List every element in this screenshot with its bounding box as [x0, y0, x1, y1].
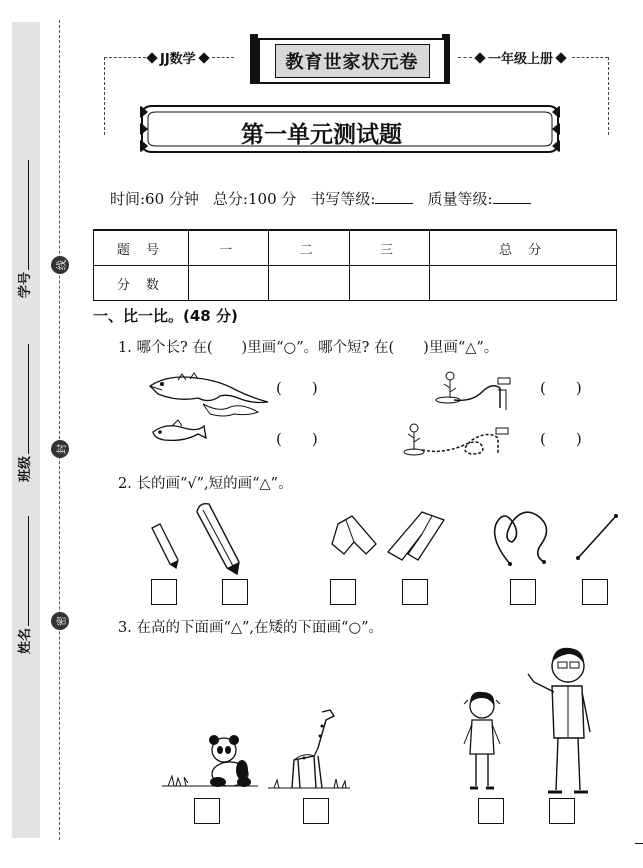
answer-box-curly-string[interactable] — [510, 579, 536, 605]
score-cell[interactable] — [189, 266, 269, 301]
student-id-field[interactable] — [14, 160, 33, 298]
section-heading: 一、比一比。(48 分) — [93, 307, 238, 325]
question-1: 1. 哪个长? 在( )里画“○”。哪个短? 在( )里画“△”。 — [118, 340, 499, 356]
score-cell[interactable] — [269, 266, 349, 301]
table-header-cell: 题 号 — [94, 230, 189, 266]
giraffe-icon — [264, 708, 354, 792]
answer-paren-short-hose[interactable]: ( ) — [540, 379, 582, 397]
score-table-score-row — [94, 266, 617, 301]
score-table-header-row — [94, 230, 617, 266]
man-icon — [524, 642, 594, 798]
banner-left-cap — [250, 34, 258, 84]
score-row-label: 分 数 — [94, 266, 189, 301]
question-2: 2. 长的画“√”,短的画“△”。 — [118, 476, 293, 492]
series-title: 教育世家状元卷 — [275, 44, 430, 78]
score-cell[interactable] — [349, 266, 429, 301]
publisher-tag — [148, 48, 234, 67]
answer-box-short-pants[interactable] — [330, 579, 356, 605]
class-field[interactable] — [14, 344, 33, 482]
page-corner-mark — [635, 843, 643, 844]
table-header-cell: 二 — [269, 230, 349, 266]
answer-box-panda[interactable] — [194, 798, 220, 824]
name-label: 姓名 — [18, 627, 33, 654]
student-id-label: 学号 — [18, 271, 33, 298]
exam-total: 总分:100 分 — [212, 190, 297, 208]
exam-time: 时间:60 分钟 — [110, 190, 199, 208]
answer-paren-long-fish[interactable]: ( ) — [276, 379, 318, 397]
diamond-icon — [555, 52, 566, 63]
answer-box-long-pants[interactable] — [402, 579, 428, 605]
answer-paren-short-fish[interactable]: ( ) — [276, 430, 318, 448]
curly-string-icon — [488, 510, 554, 566]
straight-string-icon — [574, 512, 620, 562]
long-fish-icon — [148, 368, 270, 448]
diamond-icon — [474, 52, 485, 63]
girl-icon — [460, 688, 506, 794]
score-cell[interactable] — [430, 266, 617, 301]
quality-grade-field[interactable] — [427, 188, 530, 209]
flower-hose-icon — [402, 368, 522, 458]
panda-icon — [160, 732, 260, 790]
seal-mark-line: 线 — [51, 256, 69, 274]
publisher-tag-text: JJ数学 — [160, 52, 196, 67]
diamond-icon — [198, 52, 209, 63]
answer-paren-long-hose[interactable]: ( ) — [540, 430, 582, 448]
grade-tag-text: 一年级上册 — [488, 52, 554, 67]
header-dash-right — [572, 57, 608, 58]
class-label: 班级 — [18, 455, 33, 482]
question-3: 3. 在高的下面画“△”,在矮的下面画“○”。 — [118, 620, 384, 636]
quality-grade-label: 质量等级: — [427, 190, 493, 208]
answer-box-long-pencil[interactable] — [222, 579, 248, 605]
exam-meta — [110, 188, 531, 209]
answer-box-girl[interactable] — [478, 798, 504, 824]
diamond-icon — [146, 52, 157, 63]
page-title: 第一单元测试题 — [241, 121, 402, 148]
seal-mark-secret: 密 — [51, 612, 69, 630]
answer-box-man[interactable] — [549, 798, 575, 824]
long-pencil-icon — [195, 500, 243, 576]
answer-box-giraffe[interactable] — [303, 798, 329, 824]
writing-grade-field[interactable] — [310, 188, 413, 209]
table-header-cell: 一 — [189, 230, 269, 266]
short-pencil-icon — [150, 522, 182, 570]
grade-tag — [458, 48, 565, 67]
short-pants-icon — [330, 514, 378, 556]
table-header-cell: 三 — [349, 230, 429, 266]
series-banner — [258, 38, 446, 84]
writing-grade-label: 书写等级: — [310, 190, 376, 208]
answer-box-straight-string[interactable] — [582, 579, 608, 605]
long-pants-icon — [386, 510, 446, 562]
table-header-cell: 总 分 — [430, 230, 617, 266]
name-field[interactable] — [14, 516, 33, 654]
header-dash-left — [104, 57, 146, 58]
seal-mark-seal: 封 — [51, 440, 69, 458]
answer-box-short-pencil[interactable] — [151, 579, 177, 605]
score-table — [93, 229, 617, 301]
